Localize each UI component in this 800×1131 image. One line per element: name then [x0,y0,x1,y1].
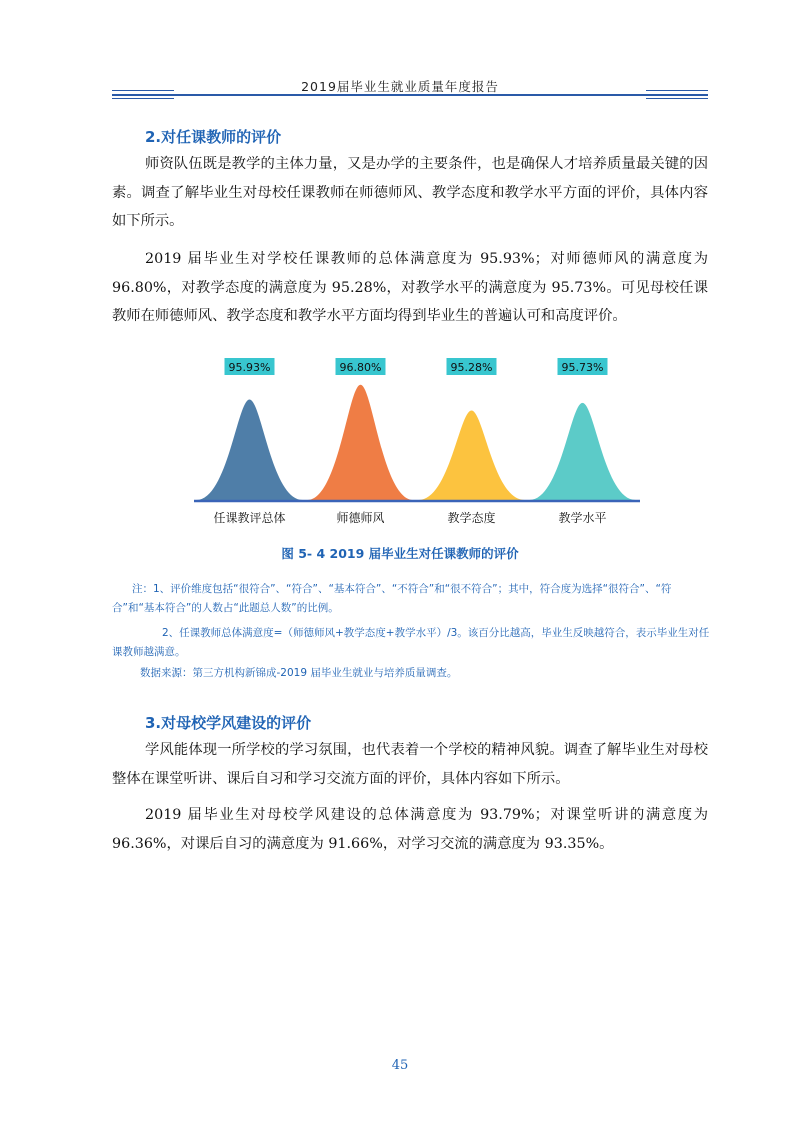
peak-3 [419,411,525,500]
category-label-4: 教学水平 [558,511,607,525]
section2-paragraph-1: 师资队伍既是教学的主体力量，又是办学的主要条件，也是确保人才培养质量最关键的因素。调查了解毕业生对母校任课教师在师德师风、教学态度和教学水平方面的评价，具体内容如下所示。 [112,156,708,229]
chart-note-1: 注：1、评价维度包括“很符合”、“符合”、“基本符合”、“不符合”和“很不符合”；其中，符合度为选择“很符合”、“符合”和“基本符合”的人数占“此题总人数”的比例。 [112,583,672,614]
value-label-2: 96.80% [339,361,382,374]
section3-paragraph-2: 2019 届毕业生对母校学风建设的总体满意度为 93.79%；对课堂听讲的满意度为 96.36%，对课后自习的满意度为 91.66%，对学习交流的满意度为 93.35%。 [112,807,708,852]
category-label-1: 任课教评总体 [213,511,286,525]
figure-caption: 图 5- 4 2019 届毕业生对任课教师的评价 [281,546,519,561]
chart-note-2: 2、任课教师总体满意度=（师德师风+教学态度+教学水平）/3。该百分比越高，毕业生反映越符合，表示毕业生对任课教师越满意。 [112,627,710,658]
section-heading-study-style: 3.对母校学风建设的评价 [145,714,312,732]
value-label-3: 95.28% [450,361,493,374]
teacher-evaluation-chart [160,348,640,534]
page-number: 45 [391,1058,409,1073]
data-source-note: 数据来源：第三方机构新锦成-2019 届毕业生就业与培养质量调查。 [140,667,458,679]
category-label-3: 教学态度 [447,511,496,525]
peak-2 [308,385,414,500]
peak-4 [530,403,636,500]
category-label-2: 师德师风 [336,511,385,525]
section3-paragraph-1: 学风能体现一所学校的学习氛围，也代表着一个学校的精神风貌。调查了解毕业生对母校整体在课堂听讲、课后自习和学习交流方面的评价，具体内容如下所示。 [112,742,708,787]
value-label-4: 95.73% [561,361,604,374]
value-label-1: 95.93% [228,361,271,374]
section2-paragraph-2: 2019 届毕业生对学校任课教师的总体满意度为 95.93%；对师德师风的满意度为 96.80%，对教学态度的满意度为 95.28%，对教学水平的满意度为 95.73%。可见母校任课教师在师德师风、教学态度和教学水平方面均得到毕业生的普遍认可和高度评价。 [112,251,708,324]
peak-1 [197,400,303,500]
report-header-title: 2019届毕业生就业质量年度报告 [301,79,499,94]
section-heading-teachers: 2.对任课教师的评价 [145,128,282,146]
